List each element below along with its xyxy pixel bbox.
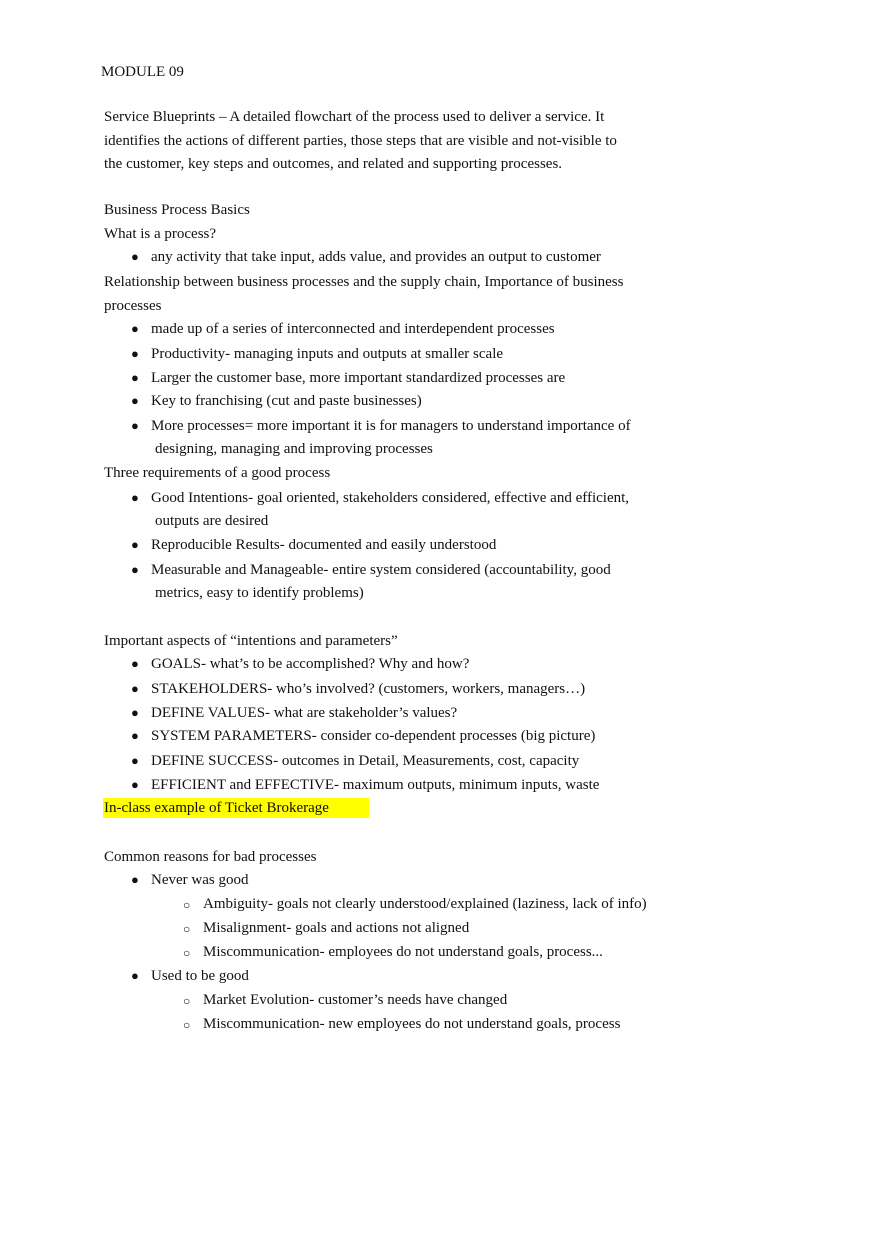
sub-bullet-icon: ○: [183, 946, 191, 960]
bullet-icon: ●: [131, 346, 139, 361]
bullet-icon: ●: [131, 370, 139, 385]
bullet-icon: ●: [131, 656, 139, 671]
highlighted-note-text: In-class example of Ticket Brokerage: [103, 798, 369, 818]
sub-list-item-text: Misalignment- goals and actions not aligned: [203, 920, 470, 936]
list-item-text: Used to be good: [151, 968, 249, 984]
list-item-text: any activity that take input, adds value, and provides an output to customer: [151, 249, 601, 265]
highlighted-note: [104, 798, 369, 818]
list-item-text: Measurable and Manageable- entire system considered (accountability, good: [151, 562, 611, 578]
list-item-continuation: metrics, easy to identify problems): [155, 585, 364, 601]
sub-bullet-icon: ○: [183, 1018, 191, 1032]
paragraph-line: Relationship between business processes and the supply chain, Importance of business: [104, 274, 624, 290]
bullet-icon: ●: [131, 705, 139, 720]
list-item-text: Key to franchising (cut and paste businesses): [151, 393, 422, 409]
list-item-text: Productivity- managing inputs and outputs at smaller scale: [151, 346, 504, 362]
list-item-continuation: designing, managing and improving processes: [155, 441, 433, 457]
bullet-icon: ●: [131, 418, 139, 433]
bullet-icon: ●: [131, 681, 139, 696]
list-item-text: Good Intentions- goal oriented, stakeholders considered, effective and efficient,: [151, 490, 630, 506]
bullet-icon: ●: [131, 249, 139, 264]
sub-bullet-icon: ○: [183, 898, 191, 912]
intro-line: Service Blueprints – A detailed flowchart of the process used to deliver a service. It: [104, 109, 605, 125]
bullet-icon: ●: [131, 321, 139, 336]
list-item-text: EFFICIENT and EFFECTIVE- maximum outputs, minimum inputs, waste: [151, 777, 600, 793]
sub-list-item-text: Miscommunication- employees do not understand goals, process...: [203, 944, 603, 960]
section-heading: Three requirements of a good process: [104, 465, 331, 481]
sub-bullet-icon: ○: [183, 922, 191, 936]
section-heading: Business Process Basics: [104, 202, 250, 218]
section-heading: Important aspects of “intentions and parameters”: [104, 633, 398, 649]
list-item-text: made up of a series of interconnected and interdependent processes: [151, 321, 555, 337]
page-title: MODULE 09: [101, 64, 184, 80]
intro-line: the customer, key steps and outcomes, and related and supporting processes.: [104, 156, 563, 172]
list-item-text: More processes= more important it is for managers to understand importance of: [151, 418, 631, 434]
list-item-text: DEFINE SUCCESS- outcomes in Detail, Measurements, cost, capacity: [151, 753, 580, 769]
bullet-icon: ●: [131, 728, 139, 743]
sub-list-item-text: Ambiguity- goals not clearly understood/explained (laziness, lack of info): [203, 896, 647, 912]
list-item-text: DEFINE VALUES- what are stakeholder’s values?: [151, 705, 458, 721]
list-item-text: STAKEHOLDERS- who’s involved? (customers, workers, managers…): [151, 681, 586, 697]
bullet-icon: ●: [131, 753, 139, 768]
sub-list-item-text: Market Evolution- customer’s needs have changed: [203, 992, 508, 1008]
bullet-icon: ●: [131, 968, 139, 983]
bullet-icon: ●: [131, 872, 139, 887]
bullet-icon: ●: [131, 537, 139, 552]
list-item-text: Reproducible Results- documented and easily understood: [151, 537, 497, 553]
sub-bullet-icon: ○: [183, 994, 191, 1008]
section-heading: Common reasons for bad processes: [104, 849, 317, 865]
intro-line: identifies the actions of different parties, those steps that are visible and not-visible to: [104, 133, 617, 149]
list-item-continuation: outputs are desired: [155, 513, 269, 529]
bullet-icon: ●: [131, 777, 139, 792]
paragraph-line: processes: [104, 298, 162, 314]
list-item-text: SYSTEM PARAMETERS- consider co-dependent processes (big picture): [151, 728, 596, 744]
list-item-text: Larger the customer base, more important standardized processes are: [151, 370, 566, 386]
question-line: What is a process?: [104, 226, 217, 242]
list-item-text: Never was good: [151, 872, 249, 888]
list-item-text: GOALS- what’s to be accomplished? Why and how?: [151, 656, 470, 672]
bullet-icon: ●: [131, 490, 139, 505]
bullet-icon: ●: [131, 562, 139, 577]
sub-list-item-text: Miscommunication- new employees do not understand goals, process: [203, 1016, 621, 1032]
bullet-icon: ●: [131, 393, 139, 408]
